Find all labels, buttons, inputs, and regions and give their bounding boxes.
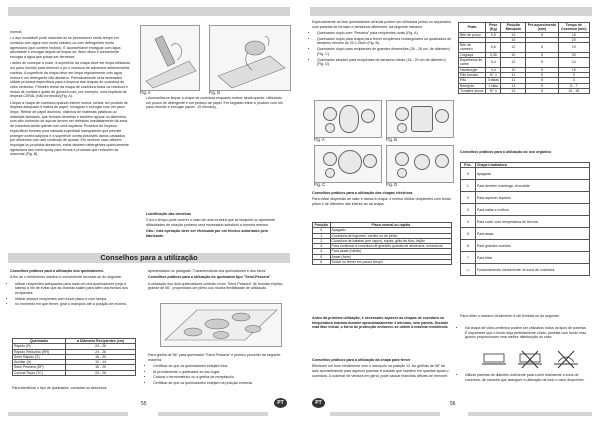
table-cell: 12 <box>501 58 526 68</box>
table-cell: 6 <box>461 240 476 252</box>
table-cell: 10 - 15 <box>558 88 589 93</box>
table-cell: 0 <box>461 168 476 180</box>
table-row <box>313 244 452 249</box>
table-cell: 4 <box>313 249 331 254</box>
table-row <box>461 240 590 252</box>
table-header: Prato <box>459 23 486 33</box>
list-item: • Certificar-se que os queimadores estejam frios. <box>153 364 288 369</box>
list-item: • utilizar sempre recipientes com fundo plano e com tampa. <box>15 297 136 302</box>
table-cell: Tostar ou ferver em pouco tempo <box>330 260 451 265</box>
table-header: Tempo de Cozedura (min) <box>558 23 589 33</box>
max-performance-note: Para obter o máximo rendimento é útil lembrar-se do seguinte: <box>460 314 560 318</box>
table-cell: 0 <box>313 228 331 233</box>
table-cell: Para aquecer líquidos <box>475 192 589 204</box>
paragraph: Efectuem um bom rendimento com o manípulo na posição 12. As grelhas de 56" tal lado aconselhamos para aquecer panelas à cozidas que mantém em quantas apoia o cozedura. A cozinhar de verdura em geral, pode causar manchas difíceis de remover. <box>312 364 449 378</box>
burner-usage-list <box>312 31 452 67</box>
table-cell: Para assar <box>475 228 589 240</box>
cleaning-text <box>10 30 131 159</box>
scraper-illustration <box>141 26 199 90</box>
list-item: • no momento em que ferver, girar o manípulo até a posição de mínimo. <box>15 302 136 307</box>
footer-bar <box>8 412 128 416</box>
table-row <box>313 260 452 265</box>
figure-hob <box>160 303 282 347</box>
list-item: • Queimador simples para recipientes de tamanho médio (16 - 20 cm de diâmetro) (Fig. D). <box>317 58 452 67</box>
table-cell: Para assar (médio) <box>330 249 451 254</box>
table-header: Chapa irradiadora <box>475 163 589 168</box>
table-cell: Pão <box>459 78 486 83</box>
figure-d-hob <box>386 145 454 183</box>
table-header: Placa normal ou rápida <box>330 223 451 228</box>
table-cell: Para derreter manteiga, chocolate <box>475 180 589 192</box>
table-cell: 4 <box>461 216 476 228</box>
table-cell: 5 - 7 <box>558 83 589 88</box>
table-cell: 12 <box>501 83 526 88</box>
table-cell: 7 <box>461 252 476 264</box>
warm-clean-text: • Aconselha-se limpar a chapa de cozedura enquanto estiver ainda quente, utilizando um pouco de detergente e um pedaço de papel. Em seguida retirar o produto com um pano húmido e enxugar (aprox. 15 minutos). <box>146 96 283 110</box>
grill-table-body <box>459 32 590 94</box>
table-cell: 12 <box>501 32 526 37</box>
paragraph: • o aço inoxidável pode manchar-se se permanecer muito tempo em contacto com água com muito calcário ou com detergentes muito agressivos (que contêm fósforo). É aconselhável enxaguar com água abundante e enxugar depois de limpar-se. Além disso é conveniente enxugar a água que possa ser derramar; <box>10 36 121 60</box>
paragraph: Limpar a chapa de cozedura quando estiver morna, utilizar um produto de limpeza adequado e toalha de papel; enxaguar e enxugar com um pano limpo. Retirar de papel alumínio, objectos de materiais plásticos ou materiais similares, que tenham derretido e também açúcar ou alimentos com alto conteúdo de açúcar devem ser retirados imediatamente da zona de cozedura ainda quente com uma espátula. Produtos de limpeza específicos formam uma camada superficial transparente que permite proteger contra salpicos e a superfície contra possíveis danos causados por alimentos com alto conteúdo de açúcar. Em nenhum caso utilizem esponjas ou produtos abrasivos, evitar também detergentes quimicamente agressivos tais como spray para fornos e produtos que removem as manchas (Fig. B). <box>10 100 129 157</box>
table-cell: 5 <box>526 78 558 83</box>
cleaning-illustration <box>210 26 290 90</box>
table-cell: Cozedura de legumes, verdes ou de peixe <box>330 233 451 238</box>
table-cell: 0,4 <box>486 67 501 72</box>
table-cell: 5 <box>313 254 331 259</box>
table-cell: 11 <box>501 78 526 83</box>
table-cell: 5 <box>526 32 558 37</box>
grill-advice-title: Conselhos práticos para a utilização da chapa para ferver <box>312 358 411 362</box>
table-cell: 3 <box>461 204 476 216</box>
table-cell: Pão torrado <box>459 72 486 77</box>
cookware-list <box>460 373 590 382</box>
table-cell: 1 <box>313 233 331 238</box>
figure-scraper <box>140 25 200 91</box>
table-cell: Funcionamento conveniente na zona de cozedura <box>475 264 589 276</box>
table-cell: 24 - 26 <box>66 349 136 354</box>
table-cell: ▭ <box>461 264 476 276</box>
table-cell: 2 <box>461 192 476 204</box>
electric-plate-advice <box>312 191 452 208</box>
list-item: • Queimador duplo para chapa para ferver recipientes rectangulares ou quadrados de tamanho mínimo de 20 x 25cm (Fig. B). <box>317 37 452 46</box>
table-cell: 24 - 26 <box>66 370 136 375</box>
paragraph: Especialmente os dois queimadores centrais podem ser utilizados juntos ou separados, com panelas de formato e tamanhos diferentes, da seguinte maneira: <box>312 20 452 29</box>
table-cell: N° 4 <box>486 72 501 77</box>
table-cell: 10 <box>501 52 526 57</box>
table-cell: Linguiça <box>459 52 486 57</box>
table-cell: Bife de carneiro <box>459 43 486 53</box>
table-cell: 5 <box>526 88 558 93</box>
table-cell: 5 <box>526 43 558 53</box>
table-cell: 10 <box>501 67 526 72</box>
table-cell: 14 <box>558 58 589 68</box>
footer-bar <box>158 412 268 416</box>
table-cell: 5 <box>526 58 558 68</box>
first-use-note: Antes da primeira utilização, é necessário aquecer as chapas de cozedura no temperatura máxima durante aproximadamente 4 minutos, sem panela. Durante esta fase inicial, o forno de protecção endurece-se obtém a máxima resistência. <box>312 316 449 330</box>
table-cell: Apagada <box>475 168 589 180</box>
footer-bar <box>330 412 440 416</box>
burner-advice-list <box>10 282 136 308</box>
irradiator-table <box>460 162 590 276</box>
table-cell: 10 <box>558 43 589 53</box>
table-row <box>461 204 590 216</box>
table-header: Pos. <box>461 163 476 168</box>
paragraph: Para evitar dispersão de calor e danos à chapa, é melhor utilizar recipientes com fundo plano e de diâmetro não inferior ao da chapa. <box>312 197 451 206</box>
burner-advice-title: Conselhos práticos para a utilização dos queimadores. <box>10 269 105 273</box>
table-row <box>461 264 590 276</box>
table-cell: 5 <box>526 67 558 72</box>
irradiator-table-body <box>461 168 590 276</box>
irradiator-title: Conselhos práticos para a utilização do ôvo orgânico <box>460 150 552 154</box>
page-number: 56 <box>450 401 456 407</box>
cookware-advice-2 <box>460 373 590 383</box>
table-row <box>459 58 590 68</box>
semi-pessera-block <box>148 269 288 293</box>
table-header: Pré-aquecimento (min) <box>527 23 557 32</box>
section-title: Conselhos para a utilização <box>100 253 198 262</box>
electric-plate-title: Conselhos práticos para a utilização das chapas eléctricas <box>312 191 413 195</box>
table-row <box>13 370 136 375</box>
paragraph: apresentados no parágrafo "Características dos queimadores e dos bicos". <box>148 269 268 273</box>
table-row <box>459 88 590 93</box>
burner-advice <box>10 269 136 308</box>
table-cell: 15 <box>558 67 589 72</box>
lubrication-text: Com o tempo pode ocorrer o caso de uma torneira que se bloqueie ou apresente dificuldades de rotação portanto será necessário substituir a torneira mesmo. <box>146 218 276 227</box>
list-item: • Queimador duplo para recipientes de grandes dimensões (26 - 28 cm, de diâmetro) (Fig. C). <box>317 47 452 56</box>
table-cell: 3 <box>558 78 589 83</box>
list-item: • Aí prontamente o queimador ao seu lugar. <box>153 370 288 375</box>
table-cell: 15 <box>558 32 589 37</box>
list-item: • Colocar o termométrico ou a grelha de receptáculo. <box>153 375 288 380</box>
table-row <box>461 252 590 264</box>
paragraph: A utilização dos dois queimadores centrais como "Semi-Pessera" de formato elíptico, grande de 56", proporciona um pleno uso noutra flexibilidade de utilização. <box>148 281 284 291</box>
table-cell: 10 - 14 <box>66 360 136 365</box>
table-cell: 20 <box>558 37 589 42</box>
figure-b-hob <box>386 100 454 138</box>
table-cell: 3 <box>558 72 589 77</box>
list-item: • Na chapa de vidro-cerâmica podem ser utilizados todos os tipos de panelas. É importante que o fundo seja perfeitamente chato; panelas com fundo mau grosso proporcionam uma melhor distribuição do calor. <box>465 326 590 340</box>
table-cell: 1 fatia <box>486 83 501 88</box>
table-row <box>461 192 590 204</box>
list-item: • Utilizar panelas de diâmetro suficiente para cobrir totalmente a zona de cozedura, de maneira que assegure a utilização de todo o calor disponível. <box>465 373 590 382</box>
table-cell: 0,6 <box>486 43 501 53</box>
table-cell: 12 <box>501 88 526 93</box>
table-cell: Semi Pessera (SP) <box>13 365 66 370</box>
footer-bar <box>468 412 592 416</box>
table-cell: Assar (forte) <box>330 254 451 259</box>
table-cell: 16 - 20 <box>66 354 136 359</box>
table-cell: Hamburger <box>459 67 486 72</box>
table-cell: N° 4 <box>486 88 501 93</box>
table-cell: Rápido Reduzido (RR) <box>13 349 66 354</box>
table-cell: Auxiliar (A) <box>13 360 66 365</box>
cookware-list <box>460 326 590 340</box>
table-cell: Tomates secos <box>459 88 486 93</box>
table-row <box>461 180 590 192</box>
fig-d-label: Fig. D <box>386 182 398 187</box>
table-header: ø Diâmetro Recipientes (cm) <box>66 339 136 344</box>
table-header: Posição Manípulo <box>501 23 526 33</box>
header-bar <box>310 7 592 16</box>
table-cell: 11 <box>501 72 526 77</box>
steps-list <box>148 364 288 386</box>
table-cell: Para continuar a cozedura de grandes quantia de alimentos, minestroni <box>330 244 451 249</box>
language-badge: PT <box>312 398 325 408</box>
table-row <box>461 228 590 240</box>
list-item: • Certificar-se que os queimadores estejam na posição correcta. <box>153 381 288 386</box>
pan-correct-icon <box>480 348 508 370</box>
table-cell: 24 - 26 <box>66 344 136 349</box>
cookware-advice <box>460 326 590 341</box>
table-cell: Espetinhos de carne <box>459 58 486 68</box>
fig-a-label: Fig. A <box>140 90 151 95</box>
header-bar <box>8 7 290 16</box>
fig-b-label: Fig. B <box>386 137 397 142</box>
pan-wrong-icon <box>516 348 544 370</box>
list-item: • Queimador duplo com "Pessera" para recipientes ovais (Fig. A). <box>317 31 452 36</box>
section-header <box>8 253 290 263</box>
lubrication-block <box>146 212 286 240</box>
table-cell: Bife de porco <box>459 32 486 37</box>
table-cell: 0,4 <box>486 58 501 68</box>
table-cell: 12 <box>501 43 526 53</box>
table-cell: 5 <box>526 52 558 57</box>
table-cell: 5 <box>526 83 558 88</box>
table-row <box>459 43 590 53</box>
hob-illustration <box>161 304 281 346</box>
lubrication-note: Obs.: esta operação deve ser efectuada por um técnico autorizado pelo fabricante. <box>146 229 269 238</box>
lubrication-title: Lubrificação das torneiras <box>146 212 191 216</box>
table-cell: 5 <box>526 72 558 77</box>
paragraph: Para grelha de 56" para queimador "Semi-Pessera" é preciso proceder da seguinte maneira: <box>148 353 281 362</box>
fig-c-label: Fig. C <box>314 182 326 187</box>
table-cell: 5 <box>461 228 476 240</box>
table-header-row <box>459 23 590 33</box>
table-cell: 0,5 <box>486 32 501 37</box>
paragraph: • antes de começar a cozer, a superfície da chapa deve ser limpa utilizando um pano húmido para remover o pó e resíduos de alimentos anteriormente cozidos. A superfície da chapa deve ser limpa regularmente com água morna e um detergente não abrasivo. Periodicamente será necessário utilizar produtos específicos para a limpeza das chapas de cozedura de vidro cerâmico. Primeiro retirar da chapa de cozedura todos os resíduos e restos de comida e gotas de gordura com, por exemplo, uma espátula de limpeza CERAL (não fornecido)(Fig. A). <box>10 61 131 99</box>
figure-cleaning <box>209 25 291 91</box>
grill-cooking-table <box>458 22 590 94</box>
table-cell: 16 - 20 <box>66 365 136 370</box>
table-row <box>461 168 590 180</box>
figure-c-hob <box>314 145 382 183</box>
table-cell: Corona Triplo (TC) <box>13 370 66 375</box>
table-header: Queimador <box>13 339 66 344</box>
table-cell: Cozedura de batatas (em vapor), sopas, grão de bico, feijão <box>330 238 451 243</box>
semi-pessera-title: Conselhos práticos para a utilização do queimador tipo "Semi-Pessera" <box>148 275 271 280</box>
figure-a-hob <box>314 100 382 138</box>
table-cell: 20 <box>558 52 589 57</box>
table-cell: Para fritar <box>475 252 589 264</box>
table-header: Posição <box>313 223 331 228</box>
grill-advice <box>312 358 452 380</box>
plate-positions-table <box>312 222 452 265</box>
burner-table <box>12 338 136 376</box>
pan-wrong-icon <box>552 348 580 370</box>
table-cell: Para natas e molhos <box>475 204 589 216</box>
burner-advice-intro: A fim de o rendimento máximo é conveniente recordar-se do seguinte: <box>10 275 122 280</box>
table-note: Para identificar o tipo de queimador, consultar os desenhos <box>12 386 107 390</box>
table-cell: Para grandes cozidos <box>475 240 589 252</box>
paragraph: normal; <box>10 30 22 34</box>
table-cell: Berinjela <box>459 83 486 88</box>
table-cell: 3 <box>313 244 331 249</box>
table-header: Peso (Kg) <box>486 23 501 33</box>
table-cell: Para cozer com temperatura de fervura <box>475 216 589 228</box>
language-badge: PT <box>274 398 287 408</box>
burner-usage-text <box>312 20 452 68</box>
semi-pessera-steps <box>148 353 288 387</box>
table-cell: 10 <box>501 37 526 42</box>
table-cell: Apagado <box>330 228 451 233</box>
table-cell: Semi Rápido (S) <box>13 354 66 359</box>
right-page <box>300 0 600 424</box>
table-cell: Rápido (R) <box>13 344 66 349</box>
table-cell: 6 <box>313 260 331 265</box>
page-number: 55 <box>141 401 147 407</box>
table-cell: 3 fatias <box>487 78 499 83</box>
fig-b-label: Fig. B <box>209 90 220 95</box>
fig-a-label: Fig. A <box>314 137 325 142</box>
table-cell: 0,45 <box>486 52 501 57</box>
table-cell: 2 <box>313 238 331 243</box>
table-cell: 1 <box>461 180 476 192</box>
list-item: • utilizar recipientes adequados para cada um dos queimadores (veja a tabela) a fim de evitar que as chamas saiam para além dos fundos dos recipientes. <box>15 282 136 296</box>
table-row <box>461 216 590 228</box>
